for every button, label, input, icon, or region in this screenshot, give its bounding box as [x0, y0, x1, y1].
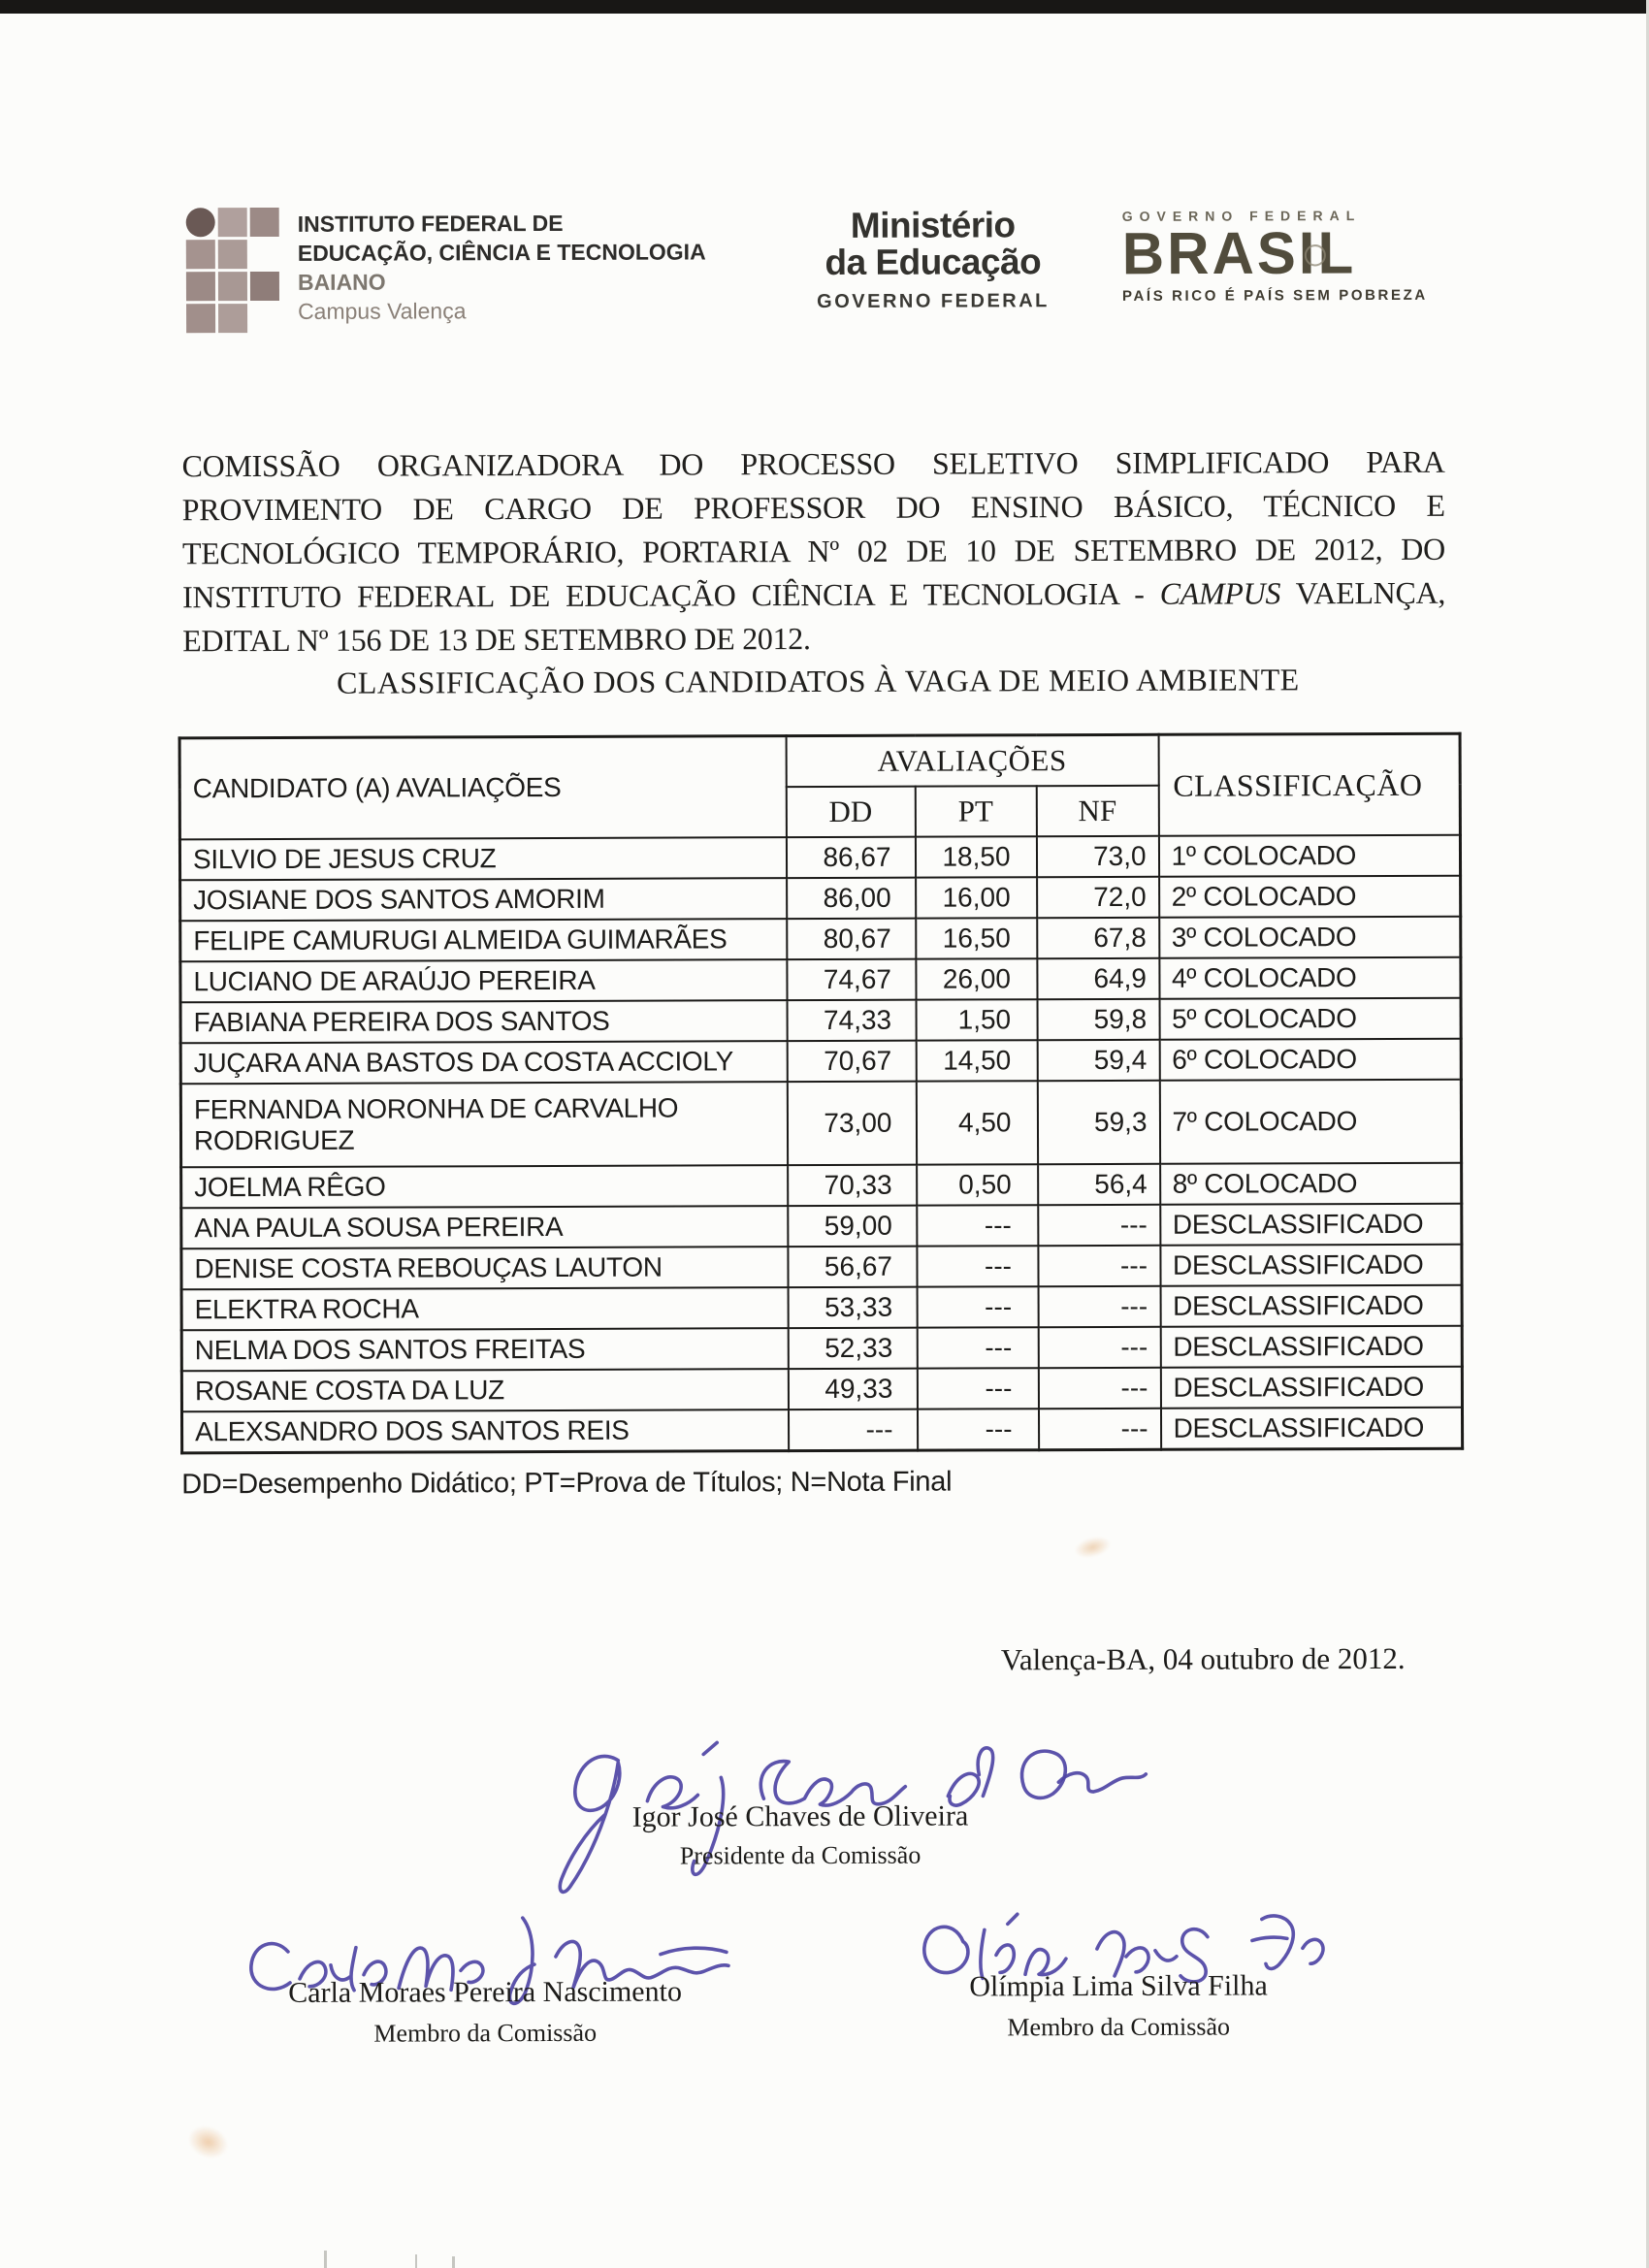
dd-score-cell: 80,67: [787, 919, 916, 959]
table-row: [180, 1080, 1461, 1168]
dd-score-cell: 52,33: [788, 1328, 917, 1369]
classification-cell: DESCLASSIFICADO: [1160, 1326, 1462, 1368]
scan-smudge-artifact: [1073, 1534, 1114, 1562]
candidate-name-cell: LUCIANO DE ARAÚJO PEREIRA: [180, 959, 787, 1002]
table-row: [181, 1326, 1462, 1372]
candidate-name-cell: DENISE COSTA REBOUÇAS LAUTON: [181, 1247, 788, 1289]
nf-score-cell: ---: [1038, 1327, 1160, 1368]
classification-cell: 3º COLOCADO: [1159, 917, 1461, 958]
institute-campus: Campus Valença: [297, 298, 467, 324]
candidate-name-cell: JOSIANE DOS SANTOS AMORIM: [180, 878, 787, 921]
col-header-pt: PT: [915, 786, 1036, 836]
candidate-name-cell: FERNANDA NORONHA DE CARVALHO RODRIGUEZ: [180, 1082, 787, 1167]
nf-score-cell: 64,9: [1037, 958, 1159, 999]
brasil-government-logo: [1122, 208, 1448, 305]
scanner-edge-artifact-bottom: [415, 2254, 417, 2268]
intro-part2: VAELNÇA, EDITAL Nº 156 DE 13 DE SETEMBRO DE 2012.: [182, 574, 1446, 659]
nf-score-cell: 59,3: [1037, 1081, 1159, 1164]
classification-cell: 7º COLOCADO: [1159, 1080, 1461, 1164]
ministry-line1: Ministério: [850, 205, 1016, 245]
classification-cell: DESCLASSIFICADO: [1160, 1204, 1462, 1246]
col-header-nf: NF: [1036, 786, 1158, 836]
classification-cell: 5º COLOCADO: [1159, 998, 1461, 1040]
pt-score-cell: 1,50: [916, 999, 1037, 1040]
brasil-flag-globe-icon: [1305, 244, 1326, 267]
signatory-role: Membro da Comissão: [1007, 2012, 1231, 2042]
classification-cell: 4º COLOCADO: [1159, 957, 1461, 999]
pt-score-cell: 26,00: [916, 958, 1037, 999]
pt-score-cell: ---: [917, 1205, 1038, 1246]
col-header-avaliacoes: AVALIAÇÕES: [786, 734, 1158, 787]
ministry-line2: da Educação: [824, 242, 1042, 282]
table-row: [180, 1039, 1461, 1085]
table-header-row-1: [179, 733, 1460, 789]
ministry-logo: [783, 207, 1083, 313]
institute-name: [298, 206, 706, 332]
scanner-edge-artifact-bottom: [324, 2251, 327, 2268]
pt-score-cell: 16,00: [916, 877, 1037, 918]
candidate-name-cell: JUÇARA ANA BASTOS DA COSTA ACCIOLY: [180, 1041, 787, 1084]
dd-score-cell: 59,00: [788, 1206, 917, 1247]
classification-cell: 6º COLOCADO: [1159, 1039, 1461, 1081]
pt-score-cell: 4,50: [916, 1081, 1037, 1164]
table-row: [181, 1245, 1462, 1290]
classification-cell: DESCLASSIFICADO: [1161, 1408, 1463, 1449]
table-row: [180, 998, 1461, 1044]
dd-score-cell: 53,33: [788, 1287, 917, 1328]
dateline: Valença-BA, 04 outubro de 2012.: [1000, 1640, 1406, 1677]
col-header-dd: DD: [786, 787, 915, 837]
table-row: [181, 1163, 1462, 1209]
classification-cell: 2º COLOCADO: [1159, 876, 1461, 918]
classification-cell: DESCLASSIFICADO: [1160, 1367, 1462, 1409]
pt-score-cell: 14,50: [916, 1040, 1037, 1081]
dd-score-cell: 49,33: [788, 1369, 917, 1409]
intro-part1: COMISSÃO ORGANIZADORA DO PROCESSO SELETIVO SIMPLIFICADO PARA PROVIMENTO DE CARGO DE PROFESSOR DO ENSINO BÁSICO, TÉCNICO E TECNOLÓGICO TEMPORÁRIO, PORTARIA Nº 02 DE 10 DE SETEMBRO DE 2012, DO INSTITUTO FEDERAL DE EDUCAÇÃO CIÊNCIA E TECNOLOGIA -: [181, 443, 1445, 615]
signatory-name: Igor José Chaves de Oliveira: [631, 1799, 969, 1833]
if-logo-icon: [186, 208, 282, 333]
dd-score-cell: 86,00: [787, 878, 916, 919]
nf-score-cell: ---: [1038, 1368, 1160, 1409]
candidate-name-cell: ALEXSANDRO DOS SANTOS REIS: [181, 1409, 788, 1452]
signatory-role: Presidente da Comissão: [679, 1840, 922, 1870]
table-row: [181, 1367, 1462, 1412]
institute-name-line2: EDUCAÇÃO, CIÊNCIA E TECNOLOGIA: [297, 239, 706, 266]
institute-name-line1: INSTITUTO FEDERAL DE: [297, 210, 564, 237]
intro-campus-italic: CAMPUS: [1159, 575, 1281, 611]
dd-score-cell: ---: [788, 1409, 917, 1450]
nf-score-cell: 59,8: [1037, 999, 1159, 1040]
institute-name-line3: BAIANO: [297, 269, 386, 295]
candidate-name-cell: SILVIO DE JESUS CRUZ: [179, 837, 786, 880]
signatory-role: Membro da Comissão: [373, 2018, 598, 2048]
candidate-name-cell: FELIPE CAMURUGI ALMEIDA GUIMARÃES: [180, 919, 787, 961]
table-row: [180, 917, 1461, 962]
dd-score-cell: 86,67: [786, 837, 915, 878]
nf-score-cell: 73,0: [1036, 836, 1158, 877]
nf-score-cell: 72,0: [1037, 877, 1159, 918]
candidate-name-cell: NELMA DOS SANTOS FREITAS: [181, 1328, 788, 1371]
nf-score-cell: ---: [1038, 1409, 1160, 1449]
nf-score-cell: ---: [1038, 1246, 1160, 1286]
signatory-name: Carla Moraes Pereira Nascimento: [288, 1975, 682, 2009]
dd-score-cell: 56,67: [788, 1247, 917, 1287]
dd-score-cell: 70,67: [787, 1041, 916, 1082]
score-legend: DD=Desempenho Didático; PT=Prova de Títulos; N=Nota Final: [181, 1466, 953, 1501]
nf-score-cell: 56,4: [1038, 1164, 1160, 1205]
col-header-candidate: CANDIDATO (A) AVALIAÇÕES: [179, 736, 786, 840]
scanner-edge-artifact-bottom: [452, 2256, 455, 2268]
dd-score-cell: 70,33: [788, 1165, 917, 1206]
candidate-name-cell: ROSANE COSTA DA LUZ: [181, 1369, 788, 1411]
candidate-name-cell: ANA PAULA SOUSA PEREIRA: [181, 1206, 788, 1248]
brasil-logo-wordmark: [1121, 219, 1448, 287]
nf-score-cell: 67,8: [1037, 918, 1159, 958]
nf-score-cell: ---: [1038, 1286, 1160, 1327]
if-logo-circle: [186, 208, 215, 237]
dd-score-cell: 73,00: [787, 1082, 916, 1165]
classification-cell: DESCLASSIFICADO: [1160, 1285, 1462, 1327]
signatory-name: Olímpia Lima Silva Filha: [969, 1969, 1268, 2003]
commission-intro-paragraph: [182, 440, 1446, 664]
classification-cell: 1º COLOCADO: [1158, 835, 1460, 877]
brasil-logo-top-text: GOVERNO FEDERAL: [1121, 208, 1362, 224]
table-row: [180, 876, 1461, 922]
brasil-logo-slogan: PAÍS RICO É PAÍS SEM POBREZA: [1121, 286, 1428, 305]
pt-score-cell: 18,50: [915, 836, 1036, 877]
table-row: [180, 957, 1461, 1003]
nf-score-cell: 59,4: [1037, 1040, 1159, 1081]
candidate-name-cell: JOELMA RÊGO: [181, 1165, 788, 1208]
candidate-name-cell: FABIANA PEREIRA DOS SANTOS: [180, 1000, 787, 1043]
candidate-name-cell: ELEKTRA ROCHA: [181, 1287, 788, 1330]
table-row: [181, 1204, 1462, 1249]
dd-score-cell: 74,67: [787, 959, 916, 1000]
dd-score-cell: 74,33: [787, 1000, 916, 1041]
pt-score-cell: 16,50: [916, 918, 1037, 958]
scan-smudge-artifact: [183, 2121, 233, 2164]
if-baiano-logo: [186, 206, 706, 333]
pt-score-cell: ---: [917, 1286, 1038, 1327]
pt-score-cell: ---: [917, 1246, 1038, 1286]
classification-table: [178, 732, 1465, 1454]
table-row: [181, 1285, 1462, 1331]
pt-score-cell: ---: [917, 1409, 1038, 1449]
pt-score-cell: ---: [917, 1327, 1038, 1368]
classification-cell: DESCLASSIFICADO: [1160, 1245, 1462, 1286]
pt-score-cell: 0,50: [917, 1164, 1038, 1205]
nf-score-cell: ---: [1038, 1205, 1160, 1246]
col-header-classificacao: CLASSIFICAÇÃO: [1158, 733, 1460, 836]
page-title: CLASSIFICAÇÃO DOS CANDIDATOS À VAGA DE MEIO AMBIENTE: [337, 662, 1300, 700]
ministry-line3: GOVERNO FEDERAL: [817, 290, 1050, 313]
pt-score-cell: ---: [917, 1368, 1038, 1409]
classification-cell: 8º COLOCADO: [1160, 1163, 1462, 1205]
table-row: [181, 1408, 1462, 1453]
table-row: [179, 835, 1460, 881]
brasil-logo-text: BRASIL: [1121, 219, 1357, 287]
